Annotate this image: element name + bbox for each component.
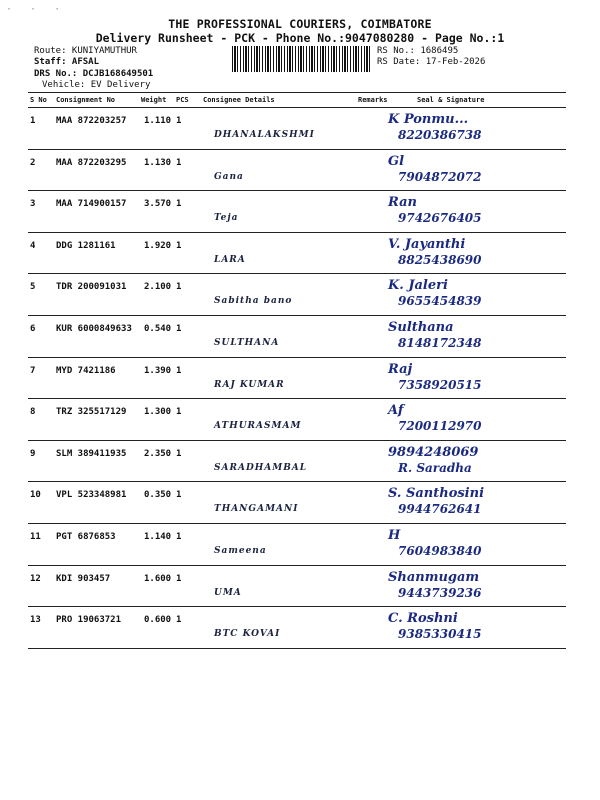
row-consignment-no: KDI 903457: [56, 573, 111, 584]
row-sno: 9: [30, 448, 36, 459]
row-consignment-no: TRZ 325517129: [56, 407, 127, 418]
row-signature: Raj: [388, 361, 413, 377]
row-weight: 1.600: [144, 573, 172, 584]
row-weight: 0.350: [144, 490, 172, 501]
row-signature-phone: 8825438690: [398, 252, 482, 267]
row-consignment-no: TDR 200091031: [56, 282, 127, 293]
row-consignee: DHANALAKSHMI: [214, 130, 315, 140]
row-weight: 1.140: [144, 531, 172, 542]
table-row: [28, 399, 566, 441]
table-row: [28, 191, 566, 233]
row-signature-phone: 7604983840: [398, 543, 482, 558]
row-sno: 4: [30, 240, 36, 251]
col-remarks: Remarks: [358, 96, 388, 104]
row-pcs: 1: [176, 573, 182, 584]
rs-date: RS Date: 17-Feb-2026: [377, 57, 486, 67]
row-signature: Ran: [388, 195, 417, 211]
table-row: [28, 150, 566, 192]
row-pcs: 1: [176, 199, 182, 210]
row-signature: Gl: [388, 153, 405, 169]
row-signature-phone: 9742676405: [398, 211, 482, 226]
row-pcs: 1: [176, 531, 182, 542]
table-row: [28, 482, 566, 524]
row-sno: 12: [30, 573, 41, 584]
row-pcs: 1: [176, 323, 182, 334]
row-consignment-no: MAA 714900157: [56, 199, 127, 210]
row-signature: 9894248069: [388, 444, 479, 460]
route: Route: KUNIYAMUTHUR: [34, 46, 137, 56]
row-consignment-no: DDG 1281161: [56, 240, 116, 251]
row-sno: 6: [30, 323, 36, 334]
row-consignee: UMA: [214, 587, 242, 598]
company-name: THE PROFESSIONAL COURIERS, COIMBATORE: [168, 17, 432, 31]
row-weight: 1.130: [144, 157, 172, 168]
row-signature: Sulthana: [388, 319, 454, 335]
row-signature: C. Roshni: [388, 611, 458, 627]
table-body: [28, 108, 566, 649]
row-signature: Shanmugam: [388, 569, 480, 585]
table-row: [28, 566, 566, 608]
row-sno: 10: [30, 490, 41, 501]
row-sno: 3: [30, 199, 36, 210]
row-consignee: RAJ KUMAR: [214, 379, 285, 390]
row-weight: 1.300: [144, 407, 172, 418]
row-weight: 0.540: [144, 323, 172, 334]
row-signature-phone: 9385330415: [398, 627, 482, 642]
table-header: [28, 93, 566, 108]
table-row: [28, 233, 566, 275]
row-pcs: 1: [176, 365, 182, 376]
row-pcs: 1: [176, 490, 182, 501]
runsheet-table: [28, 92, 566, 649]
row-consignee: SARADHAMBAL: [214, 462, 308, 473]
row-consignee: ATHURASMAM: [214, 421, 302, 432]
row-consignment-no: MAA 872203257: [56, 116, 127, 126]
row-sno: 5: [30, 282, 36, 293]
row-consignee: Sabitha bano: [214, 296, 293, 307]
row-consignee: Teja: [214, 213, 239, 224]
row-pcs: 1: [176, 448, 182, 459]
row-weight: 1.110: [144, 116, 172, 126]
row-weight: 2.350: [144, 448, 172, 459]
row-consignment-no: KUR 6000849633: [56, 323, 132, 334]
vehicle: Vehicle: EV Delivery: [42, 80, 151, 90]
col-consignee: Consignee Details: [203, 96, 275, 104]
row-sno: 2: [30, 157, 36, 168]
row-signature-phone: 7200112970: [398, 419, 482, 434]
row-consignment-no: VPL 523348981: [56, 490, 127, 501]
row-consignee: BTC KOVAI: [214, 629, 281, 640]
row-consignee: Sameena: [214, 545, 267, 556]
row-sno: 13: [30, 615, 41, 626]
row-consignee: Gana: [214, 171, 244, 182]
runsheet-subtitle: Delivery Runsheet - PCK - Phone No.:9047080280 - Page No.:1: [95, 31, 505, 45]
row-consignee: LARA: [214, 254, 246, 265]
row-consignee: THANGAMANI: [214, 504, 299, 515]
barcode: [232, 46, 372, 72]
row-consignment-no: MYD 7421186: [56, 365, 116, 376]
col-sno: S No: [30, 96, 47, 104]
row-signature-phone: 7904872072: [398, 169, 482, 184]
row-signature-phone: 9944762641: [398, 502, 482, 517]
row-consignment-no: PGT 6876853: [56, 531, 116, 542]
col-consignment: Consignment No: [56, 96, 116, 104]
row-sno: 8: [30, 407, 36, 418]
row-signature: K. Jaleri: [388, 278, 448, 294]
row-pcs: 1: [176, 240, 182, 251]
row-sno: 7: [30, 365, 36, 376]
row-pcs: 1: [176, 615, 182, 626]
col-weight: Weight: [141, 96, 167, 104]
row-weight: 3.570: [144, 199, 172, 210]
row-signature: S. Santhosini: [388, 486, 485, 502]
row-sno: 1: [30, 116, 36, 126]
row-consignee: SULTHANA: [214, 337, 280, 348]
table-row: [28, 524, 566, 566]
row-signature-phone: 7358920515: [398, 377, 482, 392]
row-signature-phone: 9443739236: [398, 585, 482, 600]
row-signature: V. Jayanthi: [388, 236, 466, 252]
row-pcs: 1: [176, 282, 182, 293]
row-signature-phone: 8148172348: [398, 335, 482, 350]
row-signature-phone: R. Saradha: [398, 460, 472, 475]
row-signature: Af: [388, 403, 404, 419]
row-signature: K Ponmu...: [388, 112, 469, 127]
row-consignment-no: MAA 872203295: [56, 157, 127, 168]
row-pcs: 1: [176, 116, 182, 126]
scan-dots: · · ·: [6, 4, 67, 15]
table-row: [28, 108, 566, 150]
row-weight: 2.100: [144, 282, 172, 293]
table-row: [28, 358, 566, 400]
staff: Staff: AFSAL: [34, 57, 100, 67]
col-pcs: PCS: [176, 96, 189, 104]
row-signature-phone: 9655454839: [398, 294, 482, 309]
row-sno: 11: [30, 531, 41, 542]
table-row: [28, 316, 566, 358]
row-weight: 1.920: [144, 240, 172, 251]
row-weight: 1.390: [144, 365, 172, 376]
row-consignment-no: PRO 19063721: [56, 615, 122, 626]
table-row: [28, 274, 566, 316]
row-pcs: 1: [176, 157, 182, 168]
row-weight: 0.600: [144, 615, 172, 626]
row-consignment-no: SLM 389411935: [56, 448, 127, 459]
rs-number: RS No.: 1686495: [377, 46, 459, 56]
col-signature: Seal & Signature: [417, 96, 485, 104]
row-pcs: 1: [176, 407, 182, 418]
row-signature: H: [388, 527, 401, 543]
drs-number: DRS No.: DCJB168649501: [34, 69, 154, 79]
table-row: [28, 441, 566, 483]
row-signature-phone: 8220386738: [398, 128, 482, 142]
table-row: [28, 607, 566, 649]
